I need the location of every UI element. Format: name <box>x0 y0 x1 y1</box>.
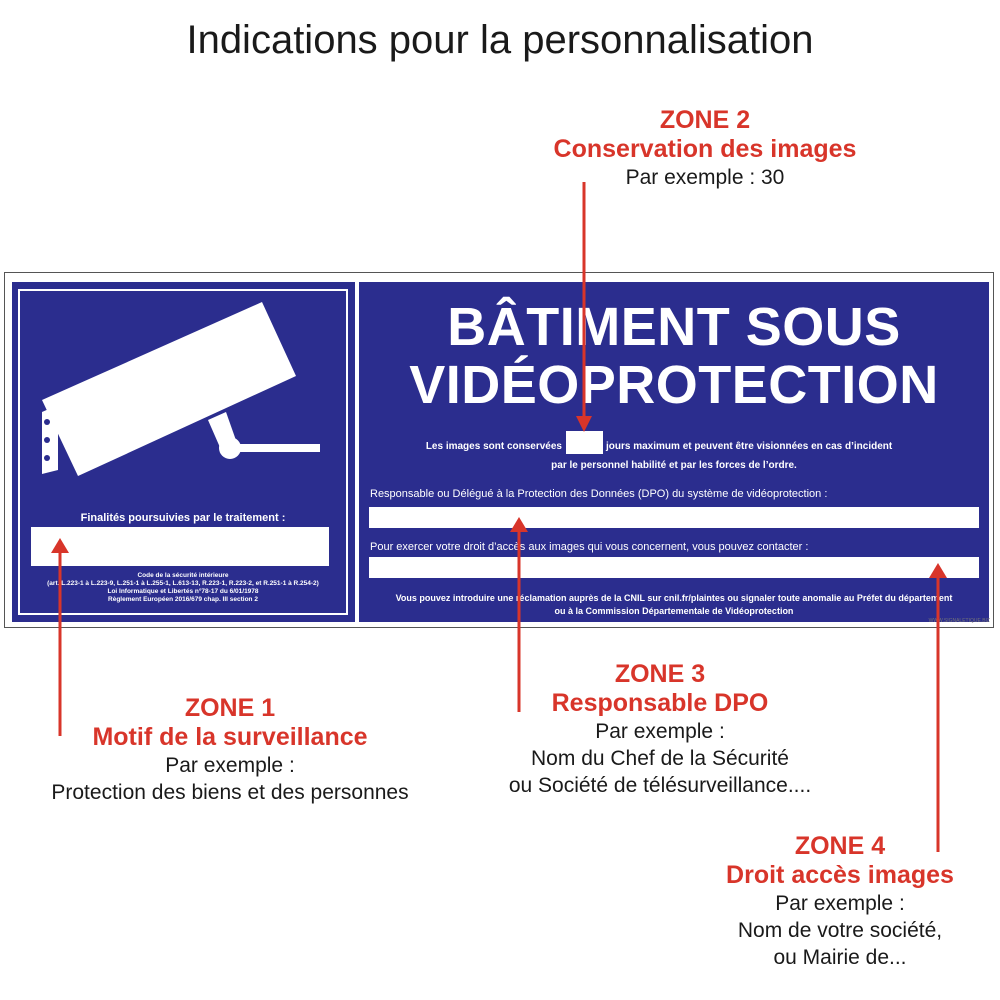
legal-line-4: Règlement Européen 2016/679 chap. III section 2 <box>108 596 258 603</box>
access-label: Pour exercer votre droit d’accès aux images qui vous concernent, vous pouvez contacter : <box>370 541 809 553</box>
zone4-line-3: ou Mairie de... <box>773 946 907 969</box>
zone4-line-1: Par exemple : <box>775 892 905 915</box>
zone2-name: Conservation des images <box>553 135 857 163</box>
legal-line-2: (art. L.223-1 à L.223-9, L.251-1 à L.255-1, L.613-13, R.223-1, R.223-2, et R.251-1 à R.254-2) <box>47 580 319 587</box>
retention-line-2: par le personnel habilité et par les forces de l’ordre. <box>551 460 797 471</box>
zone3-name: Responsable DPO <box>551 689 769 717</box>
legal-text <box>18 572 348 604</box>
zone3-line-2: Nom du Chef de la Sécurité <box>531 747 789 770</box>
zone4-name: Droit accès images <box>726 861 954 889</box>
sign-left-border <box>18 289 348 615</box>
zone1-name: Motif de la surveillance <box>92 723 368 751</box>
zone3-number: ZONE 3 <box>614 660 706 688</box>
zone4-number: ZONE 4 <box>794 832 886 860</box>
complaint-line-2: ou à la Commission Départementale de Vidéoprotection <box>554 606 794 616</box>
zone3-annotation <box>455 660 865 799</box>
legal-line-1: Code de la sécurité intérieure <box>137 572 229 579</box>
page-title: Indications pour la personnalisation <box>186 18 814 62</box>
zone2-example: Par exemple : 30 <box>625 166 785 189</box>
zone3-line-1: Par exemple : <box>595 720 725 743</box>
zone4-line-2: Nom de votre société, <box>737 919 943 942</box>
zone1-annotation <box>20 694 440 806</box>
complaint-line-1: Vous pouvez introduire une réclamation auprès de la CNIL sur cnil.fr/plaintes ou signaler toute anomalie au Préfet du département <box>395 593 953 603</box>
sign-title <box>359 298 989 414</box>
complaint-text <box>359 592 989 618</box>
sign-title-line-1: BÂTIMENT SOUS <box>447 297 901 357</box>
zone2-annotation <box>500 106 910 191</box>
dpo-label: Responsable ou Délégué à la Protection des Données (DPO) du système de vidéoprotection : <box>370 488 828 500</box>
zone4-annotation <box>690 832 990 971</box>
purpose-field[interactable] <box>31 527 329 566</box>
credit-text: WWW.SIGNALETIQUE.BIZ <box>928 618 990 624</box>
dpo-field[interactable] <box>369 507 979 528</box>
zone3-line-3: ou Société de télésurveillance.... <box>508 774 812 797</box>
zone1-number: ZONE 1 <box>184 694 276 722</box>
retention-after: jours maximum et peuvent être visionnées en cas d’incident <box>606 441 893 452</box>
purpose-label: Finalités poursuivies par le traitement : <box>80 512 286 524</box>
retention-before: Les images sont conservées <box>425 441 562 452</box>
zone2-number: ZONE 2 <box>659 106 751 134</box>
zone1-line-2: Protection des biens et des personnes <box>51 781 409 804</box>
sign-title-line-2: VIDÉOPROTECTION <box>409 355 939 415</box>
legal-line-3: Loi Informatique et Libertés n°78-17 du 6/01/1978 <box>107 588 259 595</box>
retention-field[interactable] <box>566 431 603 454</box>
access-field[interactable] <box>369 557 979 578</box>
zone1-line-1: Par exemple : <box>165 754 295 777</box>
